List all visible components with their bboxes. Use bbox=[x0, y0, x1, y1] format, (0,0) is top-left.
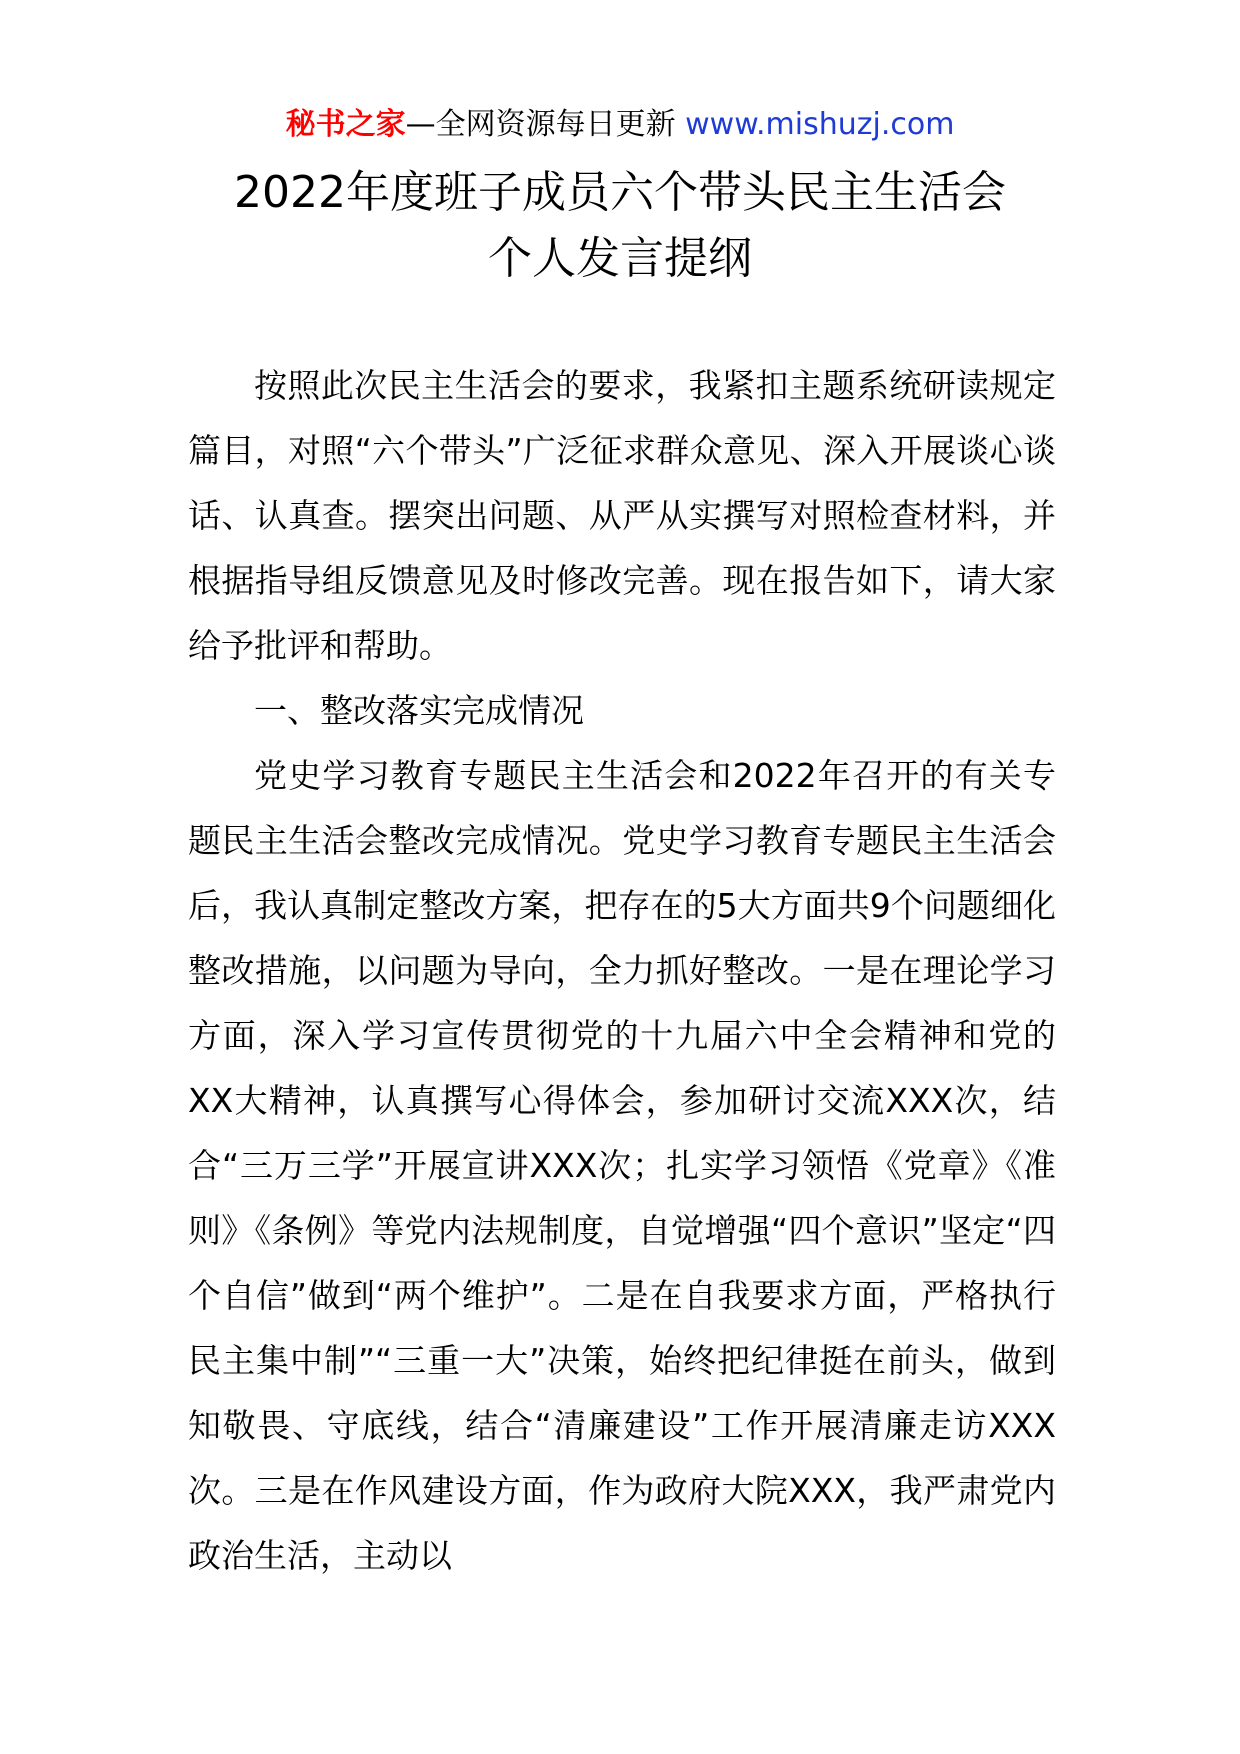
site-banner bbox=[0, 102, 1240, 148]
title-line-2: 个人发言提纲 bbox=[488, 233, 752, 284]
paragraph-rectification: 党史学习教育专题民主生活会和2022年召开的有关专题民主生活会整改完成情况。党史学习教育专题民主生活会后，我认真制定整改方案，把存在的5大方面共9个问题细化整改措施，以问题为导向，全力抓好整改。一是在理论学习方面，深入学习宣传贯彻党的十九届六中全会精神和党的XX大精神，认真撰写心得体会，参加研讨交流XXX次，结合“三万三学”开展宣讲XXX次；扎实学习领悟《党章》《准则》《条例》等党内法规制度，自觉增强“四个意识”坚定“四个自信”做到“两个维护”。二是在自我要求方面，严格执行民主集中制”“三重一大”决策，始终把纪律挺在前头，做到知敬畏、守底线，结合“清廉建设”工作开展清廉走访XXX次。三是在作风建设方面，作为政府大院XXX，我严肃党内政治生活，主动以 bbox=[188, 756, 1056, 1575]
banner-brand: 秘书之家 bbox=[285, 107, 406, 142]
banner-url-link[interactable]: www.mishuzj.com bbox=[685, 107, 955, 142]
banner-slogan: —全网资源每日更新 bbox=[405, 107, 686, 142]
document-body bbox=[188, 353, 1056, 1588]
section-heading-1: 一、整改落实完成情况 bbox=[254, 691, 584, 730]
title-line-1: 2022年度班子成员六个带头民主生活会 bbox=[234, 167, 1006, 218]
document-title bbox=[0, 160, 1240, 292]
paragraph-intro: 按照此次民主生活会的要求，我紧扣主题系统研读规定篇目，对照“六个带头”广泛征求群众意见、深入开展谈心谈话、认真查。摆突出问题、从严从实撰写对照检查材料，并根据指导组反馈意见及时修改完善。现在报告如下，请大家给予批评和帮助。 bbox=[188, 366, 1056, 665]
